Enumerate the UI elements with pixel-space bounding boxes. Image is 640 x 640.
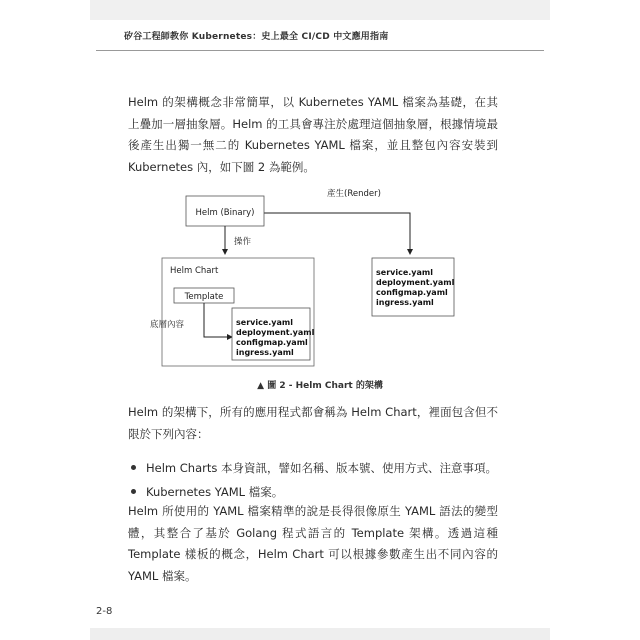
- intro-paragraph: Helm 的架構概念非常簡單，以 Kubernetes YAML 檔案為基礎，在其上疊加一層抽象層。Helm 的工具會專注於處理這個抽象層，根據情境最後產生出獨一無二的 Kubernetes YAML 檔案，並且整包內容安裝到 Kubernetes 內，如下圖 2 為範例。: [128, 95, 498, 174]
- output-yaml-box: [372, 258, 454, 316]
- bottom-scan-strip: [90, 628, 550, 640]
- structure-paragraph: Helm 的架構下，所有的應用程式都會稱為 Helm Chart，裡面包含但不限於下列內容：: [128, 405, 498, 441]
- render-arrow: [264, 213, 410, 254]
- bullet-dot-icon: [131, 489, 136, 494]
- output-file-configmap: configmap.yaml: [376, 288, 448, 297]
- template-label: Template: [184, 292, 224, 302]
- header-rule: [96, 50, 544, 51]
- bullet-dot-icon: [131, 465, 136, 470]
- render-label: 產生(Render): [327, 189, 381, 199]
- output-file-service: service.yaml: [376, 268, 433, 277]
- helm-chart-label: Helm Chart: [170, 266, 219, 276]
- output-file-ingress: ingress.yaml: [376, 298, 434, 307]
- inner-file-service: service.yaml: [236, 318, 293, 327]
- inner-file-configmap: configmap.yaml: [236, 338, 308, 347]
- list-item-text: Kubernetes YAML 檔案。: [146, 485, 284, 499]
- helm-binary-label: Helm (Binary): [195, 208, 255, 218]
- underlying-label: 底層內容: [150, 320, 185, 330]
- helm-architecture-diagram: [150, 178, 480, 373]
- closing-paragraph: Helm 所使用的 YAML 檔案精準的說是長得很像原生 YAML 語法的變型體，其整合了基於 Golang 程式語言的 Template 架構。透過這種 Template 樣板的概念，Helm Chart 可以根據參數產生出不同內容的 YAML 檔案。: [128, 504, 498, 583]
- inner-file-deployment: deployment.yaml: [236, 328, 315, 337]
- top-scan-strip: [90, 0, 550, 20]
- inner-file-ingress: ingress.yaml: [236, 348, 294, 357]
- figure-caption: ▲ 圖 2 - Helm Chart 的架構: [257, 381, 383, 391]
- output-file-deployment: deployment.yaml: [376, 278, 455, 287]
- bullet-list: [131, 456, 511, 504]
- operate-label: 操作: [234, 237, 252, 247]
- running-header: 矽谷工程師教你 Kubernetes：史上最全 CI/CD 中文應用指南: [124, 32, 389, 42]
- list-item-text: Helm Charts 本身資訊，譬如名稱、版本號、使用方式、注意事項。: [146, 461, 498, 475]
- list-item: [131, 456, 511, 480]
- page-number: 2-8: [96, 606, 113, 617]
